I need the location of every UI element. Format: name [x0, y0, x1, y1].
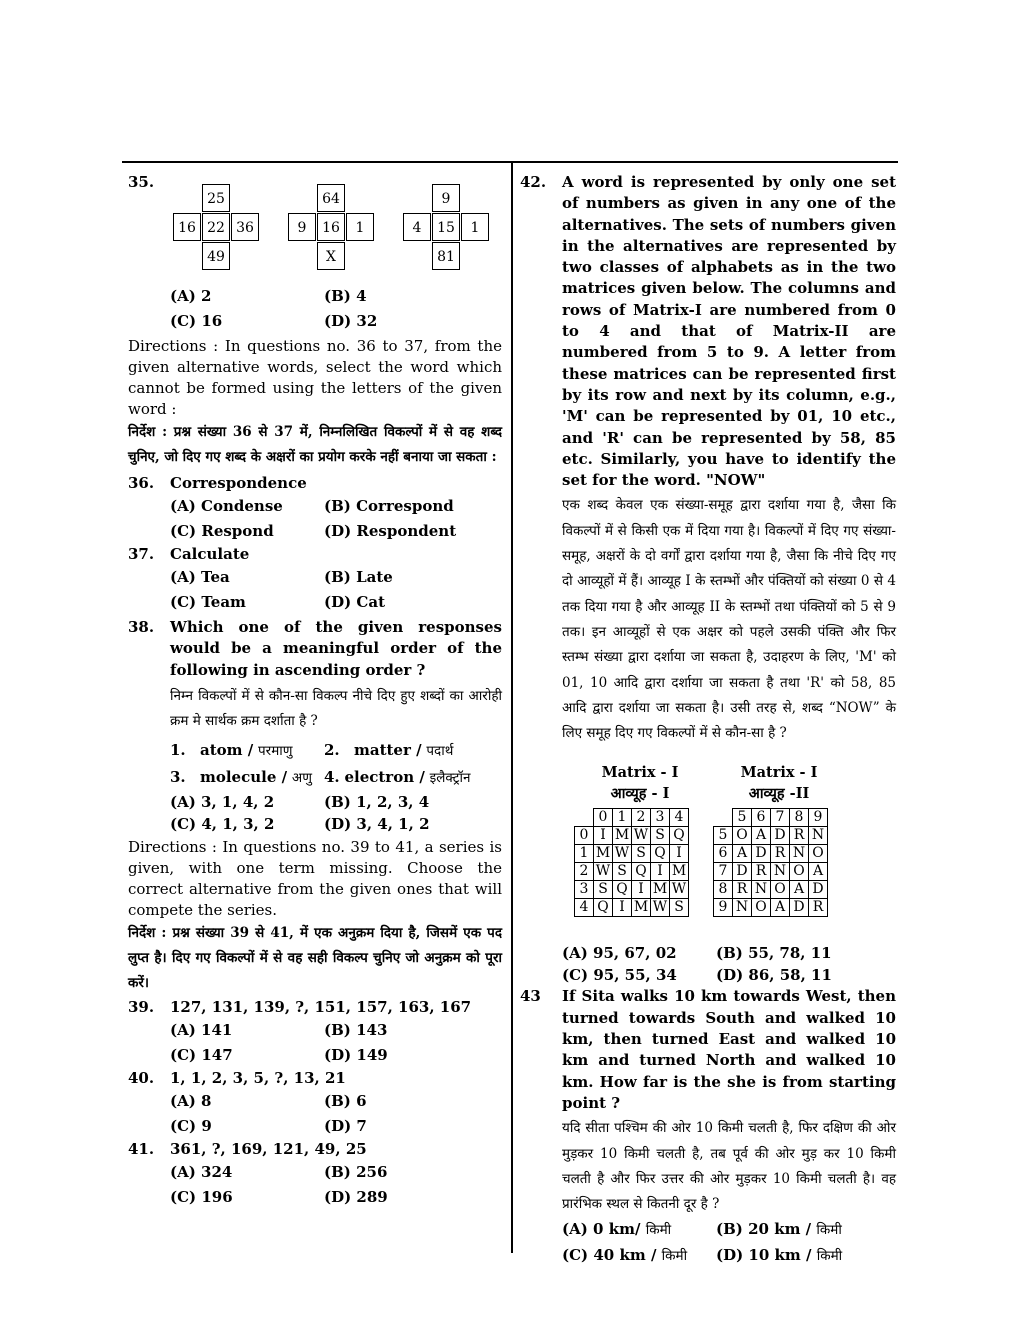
options — [170, 1018, 502, 1068]
cross-cell: 22 — [202, 213, 230, 241]
matrix-row-header: 3 — [575, 881, 594, 899]
matrix-cell: Q — [670, 827, 689, 845]
matrix-cell: S — [594, 881, 613, 899]
directions-36-37: Directions : In questions no. 36 to 37, from the given alternative words, select the word which cannot be formed using the letters of the given word : — [128, 337, 502, 418]
option-d[interactable]: (D) 10 km / किमी — [716, 1246, 843, 1265]
options — [562, 942, 896, 986]
matrix-cell: W — [632, 827, 651, 845]
question-number: 43 — [520, 987, 541, 1006]
cross-cell: 16 — [173, 213, 201, 241]
matrix-corner — [714, 809, 733, 827]
cross-cell: 9 — [288, 213, 316, 241]
cross-cell: 1 — [461, 213, 489, 241]
option-a[interactable]: (A) 0 km/ किमी — [562, 1220, 672, 1239]
matrix-1 — [574, 808, 689, 917]
matrix-cell: S — [632, 845, 651, 863]
matrix-row-header: 0 — [575, 827, 594, 845]
option-a[interactable]: (A) Condense — [170, 496, 283, 515]
matrix-cell: D — [733, 863, 752, 881]
matrix-cell: N — [733, 899, 752, 917]
matrix-cell: N — [809, 827, 828, 845]
cross-cell: 4 — [403, 213, 431, 241]
question-38 — [128, 617, 502, 834]
matrix-corner — [575, 809, 594, 827]
matrix-cell: O — [752, 899, 771, 917]
matrix-cell: W — [670, 881, 689, 899]
matrix-col-header: 5 — [733, 809, 752, 827]
directions-39-41-hindi: निर्देश : प्रश्न संख्या 39 से 41, में एक अनुक्रम दिया है, जिसमें एक पद लुप्त है। दिए गए विकल्पों में से वह सही विकल्प चुनिए जो अनुक्रम को पूरा करें। — [128, 924, 502, 992]
option-a[interactable]: (A) 141 — [170, 1020, 233, 1039]
options — [170, 565, 502, 615]
matrix-col-header: 9 — [809, 809, 828, 827]
options — [170, 1160, 502, 1210]
option-b[interactable]: (B) 20 km / किमी — [716, 1220, 842, 1239]
matrix-cell: W — [651, 899, 670, 917]
matrix-row-header: 6 — [714, 845, 733, 863]
question-text: 361, ?, 169, 121, 49, 25 — [170, 1140, 367, 1159]
matrix-row-header: 5 — [714, 827, 733, 845]
option-c[interactable]: (C) 147 — [170, 1045, 233, 1064]
matrix-cell: W — [613, 845, 632, 863]
question-text: Which one of the given responses would be a meaningful order of the following in ascending order ? — [170, 618, 502, 679]
option-d[interactable]: (D) 32 — [324, 312, 378, 330]
directions-36-37-hindi: निर्देश : प्रश्न संख्या 36 से 37 में, निम्नलिखित विकल्पों में से वह शब्द चुनिए, जो दिए गए शब्द के अक्षरों का प्रयोग करके नहीं बनाया जा सकता : — [128, 424, 502, 466]
cross-cell: 49 — [202, 242, 230, 270]
matrix-cell: A — [790, 881, 809, 899]
question-number: 36. — [128, 473, 155, 492]
option-d[interactable]: (D) 7 — [324, 1117, 367, 1136]
question-text-hindi: यदि सीता पश्चिम की ओर 10 किमी चलती है, फिर दक्षिण की ओर मुड़कर 10 किमी चलती है, तब पूर्व की ओर मुड़ कर 10 किमी चलती है और फिर उत्तर की ओर मुड़कर 10 किमी चलती है। वह प्रारंभिक स्थल से कितनी दूर है ? — [562, 1120, 896, 1213]
question-41 — [128, 1139, 502, 1210]
question-text: 1, 1, 2, 3, 5, ?, 13, 21 — [170, 1068, 346, 1087]
column-divider — [511, 163, 513, 1253]
matrix-cell: O — [790, 863, 809, 881]
option-d[interactable]: (D) Respondent — [324, 521, 457, 540]
cross-cell: X — [317, 242, 345, 270]
matrix-col-header: 4 — [670, 809, 689, 827]
option-b[interactable]: (B) Late — [324, 568, 393, 587]
question-42 — [520, 172, 896, 986]
matrix-cell: Q — [651, 845, 670, 863]
cross-cell: 16 — [317, 213, 345, 241]
right-column — [520, 172, 896, 1269]
matrix-cell: Q — [632, 863, 651, 881]
cross-cell: 25 — [202, 184, 230, 212]
list-item: 2. matter / पदार्थ — [324, 740, 454, 759]
question-text: 127, 131, 139, ?, 151, 157, 163, 167 — [170, 997, 472, 1016]
question-number: 38. — [128, 618, 155, 637]
matrix-cell: D — [809, 881, 828, 899]
question-text: A word is represented by only one set of numbers as given in any one of the alternatives. The sets of numbers given in the alternatives are represented by two classes of alphabets as in the two matrices given below. The columns and rows of Matrix-I are numbered from 0 to 4 and that of Matrix-II are numbered from 5 to 9. A letter from these matrices can be represented first by its row and next by its column, e.g., 'M' can be represented by 01, 10 etc., and 'R' can be represented by 58, 85 etc. Similarly, you have to identify the set for the word. "NOW" — [562, 173, 896, 490]
matrix-cell: A — [771, 899, 790, 917]
matrix-cell: N — [771, 863, 790, 881]
matrix-cell: I — [670, 845, 689, 863]
matrix-cell: R — [752, 863, 771, 881]
matrix-cell: O — [733, 827, 752, 845]
option-d[interactable]: (D) 149 — [324, 1045, 388, 1064]
matrix-cell: D — [771, 827, 790, 845]
options — [170, 791, 502, 835]
matrix-row-header: 9 — [714, 899, 733, 917]
question-text: If Sita walks 10 km towards West, then turned towards South and walked 10 km, then turned East and walked 10 km and turned North and walked 10 km. How far is the she is from starting point ? — [562, 987, 896, 1112]
question-number: 37. — [128, 544, 155, 563]
matrix-cell: I — [632, 881, 651, 899]
option-c[interactable]: (C) 95, 55, 34 — [562, 966, 677, 985]
question-text: Correspondence — [170, 473, 307, 492]
matrix-cell: N — [752, 881, 771, 899]
matrix-cell: D — [790, 899, 809, 917]
option-c[interactable]: (C) 16 — [170, 312, 223, 330]
matrix-cell: O — [809, 845, 828, 863]
option-c[interactable]: (C) 9 — [170, 1117, 212, 1136]
matrix-row-header: 1 — [575, 845, 594, 863]
option-c[interactable]: (C) 196 — [170, 1188, 233, 1207]
option-c[interactable]: (C) Team — [170, 593, 246, 612]
matrix-cell: S — [670, 899, 689, 917]
list-item: 3. molecule / अणु — [170, 767, 312, 786]
question-number: 35. — [128, 173, 155, 191]
left-column — [128, 172, 502, 1210]
option-c[interactable]: (C) Respond — [170, 521, 274, 540]
cross-cell: 15 — [432, 213, 460, 241]
number-crosses — [170, 166, 502, 272]
option-c[interactable]: (C) 40 km / किमी — [562, 1246, 688, 1265]
matrix-2-title: Matrix - I आव्यूह -II — [740, 764, 818, 803]
matrix-col-header: 3 — [651, 809, 670, 827]
matrix-col-header: 1 — [613, 809, 632, 827]
matrix-cell: D — [752, 845, 771, 863]
directions-39-41: Directions : In questions no. 39 to 41, a series is given, with one term missing. Choose the correct alternative from the given ones that will compete the series. — [128, 837, 502, 919]
matrix-cell: W — [594, 863, 613, 881]
matrix-col-header: 0 — [594, 809, 613, 827]
top-rule — [122, 161, 898, 163]
matrix-cell: M — [594, 845, 613, 863]
matrix-col-header: 8 — [790, 809, 809, 827]
question-40 — [128, 1068, 502, 1139]
question-35 — [128, 172, 502, 334]
matrix-cell: M — [651, 881, 670, 899]
cross-cell: 81 — [432, 242, 460, 270]
cross-cell: 9 — [432, 184, 460, 212]
matrix-cell: M — [632, 899, 651, 917]
matrix-cell: A — [752, 827, 771, 845]
option-b[interactable]: (B) Correspond — [324, 496, 454, 515]
options — [170, 1089, 502, 1139]
list-item: 4. electron / इलैक्ट्रॉन — [324, 767, 471, 786]
option-a[interactable]: (A) 95, 67, 02 — [562, 944, 677, 963]
option-a[interactable]: (A) Tea — [170, 568, 230, 587]
matrix-cell: M — [613, 827, 632, 845]
options — [170, 284, 502, 334]
cross-cell: 36 — [231, 213, 259, 241]
matrix-cell: Q — [594, 899, 613, 917]
question-36 — [128, 473, 502, 544]
matrix-col-header: 2 — [632, 809, 651, 827]
option-a[interactable]: (A) 324 — [170, 1163, 233, 1182]
matrix-cell: R — [733, 881, 752, 899]
matrix-col-header: 6 — [752, 809, 771, 827]
matrix-row-header: 8 — [714, 881, 733, 899]
matrix-cell: M — [670, 863, 689, 881]
matrix-cell: A — [809, 863, 828, 881]
matrix-cell: I — [613, 899, 632, 917]
matrix-cell: S — [613, 863, 632, 881]
option-a[interactable]: (A) 2 — [170, 287, 212, 305]
matrix-cell: I — [594, 827, 613, 845]
matrix-cell: N — [790, 845, 809, 863]
matrices — [562, 762, 896, 942]
matrix-cell: R — [790, 827, 809, 845]
option-b[interactable]: (B) 256 — [324, 1163, 388, 1182]
option-a[interactable]: (A) 3, 1, 4, 2 — [170, 792, 275, 811]
option-b[interactable]: (B) 1, 2, 3, 4 — [324, 792, 430, 811]
question-number: 39. — [128, 997, 155, 1016]
question-number: 40. — [128, 1068, 155, 1087]
matrix-row-header: 4 — [575, 899, 594, 917]
question-37 — [128, 544, 502, 615]
options — [562, 1217, 896, 1269]
question-number: 42. — [520, 173, 547, 191]
question-39 — [128, 997, 502, 1068]
question-43 — [520, 986, 896, 1269]
options — [170, 494, 502, 544]
matrix-cell: Q — [613, 881, 632, 899]
matrix-1-title: Matrix - I आव्यूह - I — [601, 764, 679, 803]
option-d[interactable]: (D) 86, 58, 11 — [716, 966, 832, 985]
question-text-hindi: एक शब्द केवल एक संख्या-समूह द्वारा दर्शाया गया है, जैसा कि विकल्पों में से किसी एक में दिया गया है। विकल्पों में दिए गए संख्या-समूह, अक्षरों के दो वर्गों द्वारा दर्शाया गया है, जैसा कि नीचे दिए गए दो आव्यूहों में हैं। आव्यूह I के स्तम्भों और पंक्तियों को संख्या 0 से 4 तक दिया गया है और आव्यूह II के स्तम्भों तथा पंक्तियों को 5 से 9 तक। इन आव्यूहों से एक अक्षर को पहले उसकी पंक्ति और फिर स्तम्भ संख्या द्वारा दर्शाया जा सकता है, उदाहरण के लिए, 'M' को 01, 10 आदि द्वारा दर्शाया जा सकता है तथा 'R' को 58, 85 आदि द्वारा दर्शाया जा सकता है। उसी तरह से, शब्द “NOW” के लिए समूह दिए गए विकल्पों में से कौन-सा है ? — [562, 497, 896, 742]
matrix-cell: A — [733, 845, 752, 863]
cross-cell: 1 — [346, 213, 374, 241]
option-a[interactable]: (A) 8 — [170, 1092, 212, 1111]
question-text-hindi: निम्न विकल्पों में से कौन-सा विकल्प नीचे दिए हुए शब्दों का आरोही क्रम मे सार्थक क्रम दर्शाता है ? — [170, 688, 502, 730]
matrix-cell: S — [651, 827, 670, 845]
option-b[interactable]: (B) 143 — [324, 1020, 388, 1039]
matrix-cell: R — [771, 845, 790, 863]
matrix-row-header: 2 — [575, 863, 594, 881]
question-number: 41. — [128, 1140, 155, 1159]
matrix-cell: R — [809, 899, 828, 917]
option-b[interactable]: (B) 4 — [324, 287, 367, 305]
item-list — [170, 737, 502, 791]
matrix-cell: I — [651, 863, 670, 881]
option-d[interactable]: (D) 289 — [324, 1188, 388, 1207]
matrix-cell: O — [771, 881, 790, 899]
option-b[interactable]: (B) 6 — [324, 1092, 367, 1111]
option-b[interactable]: (B) 55, 78, 11 — [716, 944, 832, 963]
option-d[interactable]: (D) 3, 4, 1, 2 — [324, 814, 430, 833]
option-d[interactable]: (D) Cat — [324, 593, 386, 612]
list-item: 1. atom / परमाणु — [170, 740, 293, 759]
question-text: Calculate — [170, 544, 250, 563]
option-c[interactable]: (C) 4, 1, 3, 2 — [170, 814, 275, 833]
cross-cell: 64 — [317, 184, 345, 212]
matrix-row-header: 7 — [714, 863, 733, 881]
matrix-2 — [713, 808, 828, 917]
matrix-col-header: 7 — [771, 809, 790, 827]
